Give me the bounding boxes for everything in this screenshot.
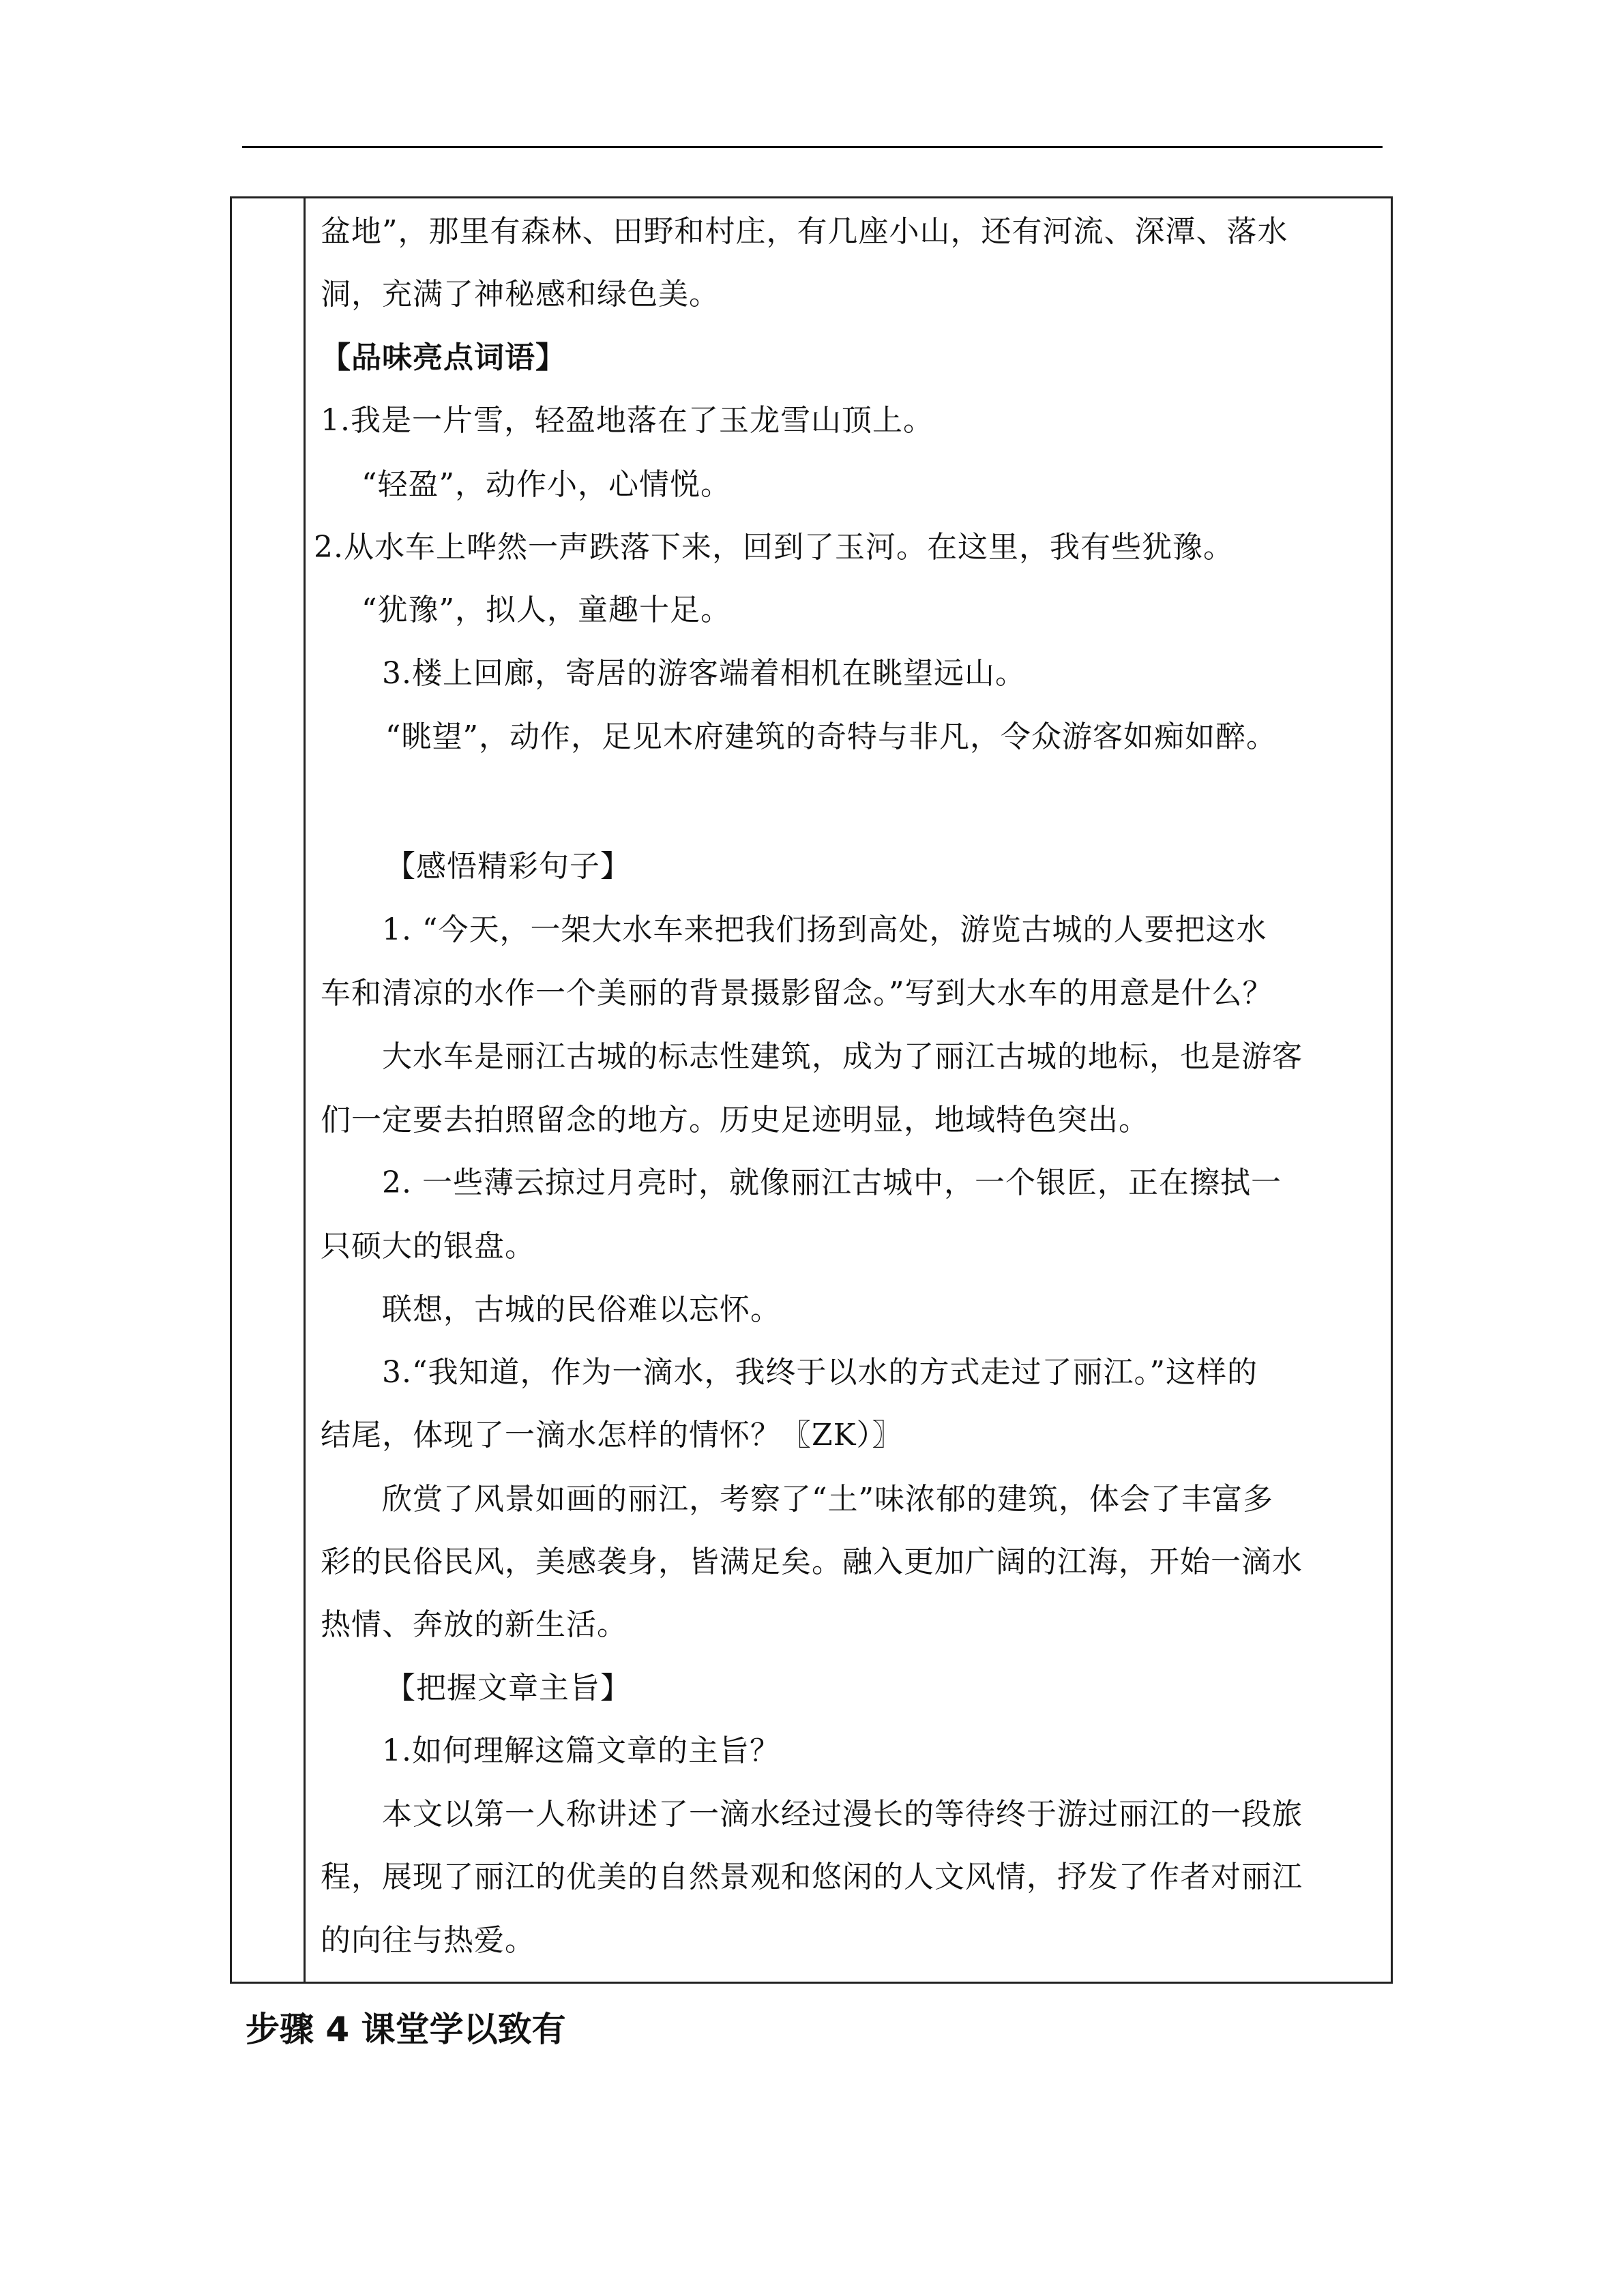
text-line: 的向往与热爱。 — [321, 1923, 535, 1958]
section-heading: 【把握文章主旨】 — [385, 1671, 631, 1705]
text-line: 结尾，体现了一滴水怎样的情怀？〖ZK）〗 — [321, 1418, 903, 1452]
text-line: 洞，充满了神秘感和绿色美。 — [321, 277, 720, 312]
text-line: 只硕大的银盘。 — [321, 1229, 535, 1264]
text-line: 3.“我知道，作为一滴水，我终于以水的方式走过了丽江。”这样的 — [382, 1355, 1258, 1390]
text-line: “犹豫”，拟人，童趣十足。 — [361, 593, 731, 627]
lesson-table — [230, 196, 1393, 1984]
text-line: 们一定要去拍照留念的地方。历史足迹明显，地域特色突出。 — [321, 1103, 1149, 1137]
text-line: “眺望”，动作，足见木府建筑的奇特与非凡，令众游客如痴如醉。 — [385, 719, 1277, 754]
section-heading: 【品味亮点词语】 — [321, 340, 566, 375]
header-rule — [242, 146, 1383, 148]
text-line: 彩的民俗民风，美感袭身，皆满足矣。融入更加广阔的江海，开始一滴水 — [321, 1545, 1303, 1579]
step-heading: 步骤 4 课堂学以致有 — [246, 2010, 566, 2049]
text-line: 车和清凉的水作一个美丽的背景摄影留念。”写到大水车的用意是什么？ — [321, 976, 1273, 1011]
table-left-column — [232, 198, 306, 1982]
text-line: 2.从水车上哗然一声跌落下来，回到了玉河。在这里，我有些犹豫。 — [314, 530, 1234, 565]
text-line: 1. “今天，一架大水车来把我们扬到高处，游览古城的人要把这水 — [382, 912, 1267, 947]
text-line: 盆地”，那里有森林、田野和村庄，有几座小山，还有河流、深潭、落水 — [321, 214, 1288, 249]
text-line: 热情、奔放的新生活。 — [321, 1607, 628, 1642]
text-line: 本文以第一人称讲述了一滴水经过漫长的等待终于游过丽江的一段旅 — [382, 1797, 1303, 1832]
text-line: 欣赏了风景如画的丽江，考察了“土”味浓郁的建筑，体会了丰富多 — [382, 1482, 1273, 1517]
text-line: 3.楼上回廊，寄居的游客端着相机在眺望远山。 — [382, 656, 1026, 691]
text-line: 程，展现了丽江的优美的自然景观和悠闲的人文风情，抒发了作者对丽江 — [321, 1860, 1303, 1894]
text-line: 1.如何理解这篇文章的主旨？ — [382, 1733, 780, 1768]
text-line: “轻盈”，动作小，心情悦。 — [361, 467, 731, 502]
text-line: 1.我是一片雪，轻盈地落在了玉龙雪山顶上。 — [321, 403, 934, 438]
text-line: 大水车是丽江古城的标志性建筑，成为了丽江古城的地标，也是游客 — [382, 1039, 1303, 1074]
section-heading: 【感悟精彩句子】 — [385, 849, 631, 884]
text-line: 2. 一些薄云掠过月亮时，就像丽江古城中，一个银匠，正在擦拭一 — [382, 1165, 1282, 1200]
text-line: 联想，古城的民俗难以忘怀。 — [382, 1292, 781, 1327]
